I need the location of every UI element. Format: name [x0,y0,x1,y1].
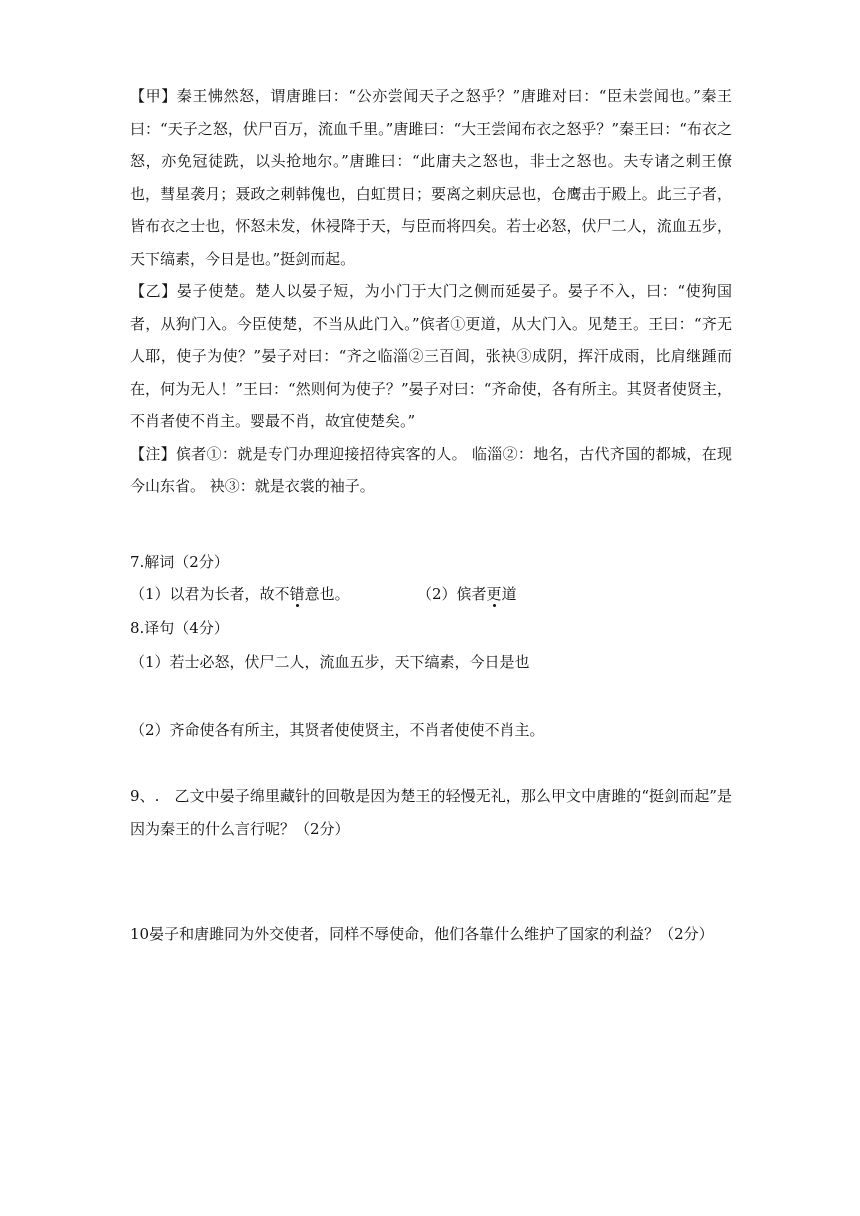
q7-item2-dotted-char: 更 [486,585,502,603]
worksheet-page [130,80,732,503]
q10: 10晏子和唐雎同为外交使者，同样不辱使命，他们各靠什么维护了国家的利益？（2分） [130,925,714,943]
passage-jia: 【甲】秦王怫然怒，谓唐雎曰：“公亦尝闻天子之怒乎？”唐雎对曰：“臣未尝闻也。”秦王曰：“天子之怒，伏尸百万，流血千里。”唐雎曰：“大王尝闻布衣之怒乎？”秦王曰：“布衣之怒，亦免冠徒跣，以头抢地尔。”唐雎曰：“此庸夫之怒也，非士之怒也。夫专诸之刺王僚也，彗星袭月；聂政之刺韩傀也，白虹贯日；要离之刺庆忌也，仓鹰击于殿上。此三子者，皆布衣之士也，怀怒未发，休祲降于天，与臣而将四矣。若士必怒，伏尸二人，流血五步，天下缟素，今日是也。”挺剑而起。 [130,87,732,268]
q7-title: 7.解词（2分） [130,553,229,571]
q9: 9、. 乙文中晏子绵里藏针的回敬是因为楚王的轻慢无礼，那么甲文中唐雎的“挺剑而起”是因为秦王的什么言行呢？（2分） [130,787,732,838]
q7-item1 [130,584,350,604]
passage-notes: 【注】傧者①：就是专门办理迎接招待宾客的人。 临淄②：地名，古代齐国的都城，在现今山东省。 袂③：就是衣裳的袖子。 [130,444,732,495]
passage-yi: 【乙】晏子使楚。楚人以晏子短，为小门于大门之侧而延晏子。晏子不入，曰：“使狗国者，从狗门入。今臣使楚，不当从此门入。”傧者①更道，从大门入。见楚王。王曰：“齐无人耶，使子为使？”晏子对曰：“齐之临淄②三百闾，张袂③成阴，挥汗成雨，比肩继踵而在，何为无人！”王曰：“然则何为使子？”晏子对曰：“齐命使，各有所主。其贤者使贤主，不肖者使不肖主。婴最不肖，故宜使楚矣。” [130,282,732,430]
q7-item2-after: 道 [501,585,517,603]
q7-item2 [417,584,517,604]
q7-item1-after: 意也。 [304,585,350,603]
q7-item2-before: （2）傧者 [417,585,487,603]
q7-item1-before: （1）以君为长者，故不 [130,585,290,603]
q8-title: 8.译句（4分） [130,619,229,637]
q8-item1: （1）若士必怒，伏尸二人，流血五步，天下缟素，今日是也 [130,653,530,671]
q7-item1-dotted-char: 错 [289,585,305,603]
q8-item2: （2）齐命使各有所主，其贤者使使贤主，不肖者使使不肖主。 [130,721,545,739]
